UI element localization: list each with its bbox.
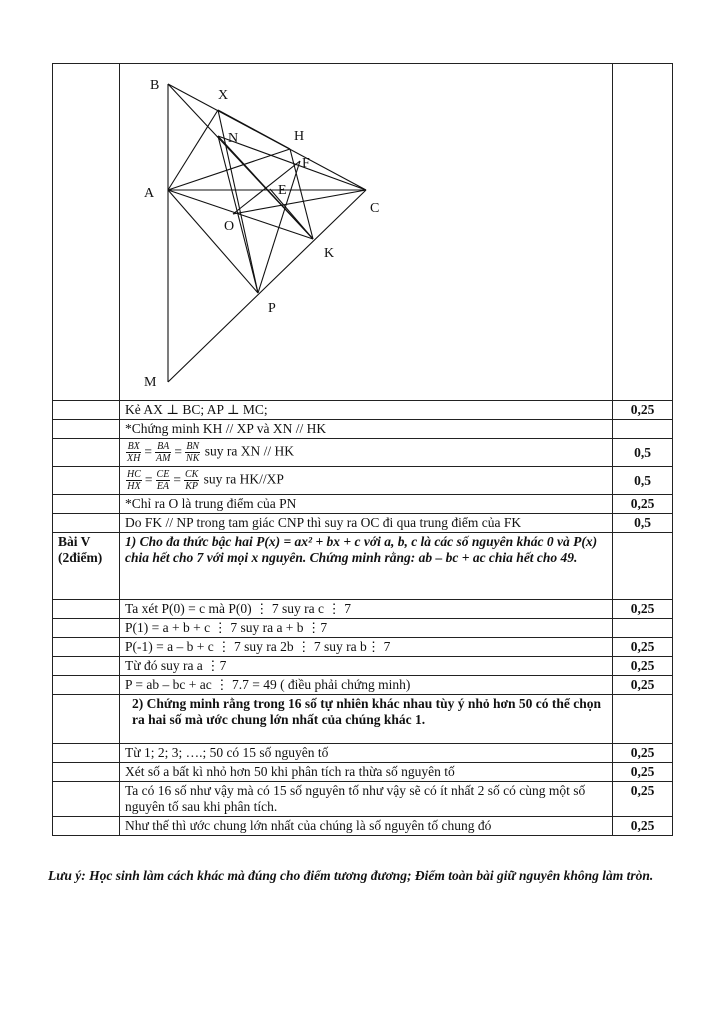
question-2: 2) Chứng minh rằng trong 16 số tự nhiên khác nhau tùy ý nhỏ hơn 50 có thể chọn ra hai số mà ước chung lớn nhất của chúng khác 1. [120, 695, 613, 744]
score-cell: 0,5 [613, 514, 673, 533]
score-cell: 0,25 [613, 676, 673, 695]
step-text: Như thế thì ước chung lớn nhất của chúng là số nguyên tố chung đó [120, 817, 613, 836]
score-cell: 0,25 [613, 638, 673, 657]
label-A: A [144, 186, 155, 201]
label-E: E [278, 183, 287, 198]
answer-table [52, 63, 673, 836]
table-row [53, 638, 673, 657]
score-cell: 0,25 [613, 657, 673, 676]
fraction: $\frac{CK}{KP}$ [184, 469, 199, 492]
table-row [53, 420, 673, 439]
score-cell: 0,25 [613, 401, 673, 420]
table-row [53, 439, 673, 467]
table-row [53, 744, 673, 763]
score-cell: 0,25 [613, 495, 673, 514]
label-O: O [224, 219, 235, 234]
score-cell: 0,5 [613, 439, 673, 467]
figure-row [53, 64, 673, 401]
section-label: Bài V (2điểm) [53, 533, 120, 600]
question-row [53, 533, 673, 600]
table-row [53, 676, 673, 695]
ratio-step: $\frac{HC}{HX}$ = $\frac{CE}{EA}$ = $\frac{CK}{KP}$ suy ra HK//XP [120, 467, 613, 495]
label-B: B [150, 78, 160, 93]
score-cell: 0,25 [613, 744, 673, 763]
fraction: $\frac{BA}{AM}$ [155, 441, 171, 464]
point-labels [144, 78, 379, 390]
label-K: K [324, 246, 335, 261]
fraction: $\frac{BX}{XH}$ [127, 441, 141, 464]
step-text: Ta xét P(0) = c mà P(0) ⋮ 7 suy ra c ⋮ 7 [120, 600, 613, 619]
score-cell: 0,25 [613, 600, 673, 619]
table-row [53, 514, 673, 533]
score-cell [613, 619, 673, 638]
score-cell: 0,25 [613, 763, 673, 782]
ratio-step: $\frac{BX}{XH}$ = $\frac{BA}{AM}$ = $\frac{BN}{NK}$ suy ra XN // HK [120, 439, 613, 467]
step-text: suy ra XN // HK [204, 443, 295, 459]
question-row [53, 695, 673, 744]
table-row [53, 600, 673, 619]
label-N: N [228, 131, 239, 146]
geometry-diagram [120, 64, 613, 400]
table-row [53, 817, 673, 836]
fraction: $\frac{HC}{HX}$ [127, 469, 141, 492]
step-text: *Chứng minh KH // XP và XN // HK [120, 420, 613, 439]
step-text: Từ đó suy ra a ⋮7 [120, 657, 613, 676]
footnote: Lưu ý: Học sinh làm cách khác mà đúng cho điểm tương đương; Điểm toàn bài giữ nguyên không làm tròn. [48, 868, 654, 883]
table-row [53, 619, 673, 638]
label-F: F [302, 156, 310, 171]
step-text: suy ra HK//XP [203, 471, 284, 487]
score-cell: 0,25 [613, 817, 673, 836]
fraction: $\frac{BN}{NK}$ [186, 441, 200, 464]
step-text: P(1) = a + b + c ⋮ 7 suy ra a + b ⋮7 [120, 619, 613, 638]
table-row [53, 401, 673, 420]
step-text: Xét số a bất kì nhỏ hơn 50 khi phân tích ra thừa số nguyên tố [120, 763, 613, 782]
table-row [53, 763, 673, 782]
label-H: H [294, 129, 305, 144]
step-text: Kẻ AX ⊥ BC; AP ⊥ MC; [120, 401, 613, 420]
table-row [53, 657, 673, 676]
label-M: M [144, 375, 157, 390]
geometry-figure [120, 64, 613, 401]
step-text: *Chỉ ra O là trung điểm của PN [120, 495, 613, 514]
table-row [53, 467, 673, 495]
question-1: 1) Cho đa thức bậc hai P(x) = ax² + bx + c với a, b, c là các số nguyên khác 0 và P(x) chia hết cho 7 với mọi x nguyên. Chứng minh rằng: ab – bc + ac chia hết cho 49. [120, 533, 613, 600]
score-cell: 0,25 [613, 782, 673, 817]
step-text: P = ab – bc + ac ⋮ 7.7 = 49 ( điều phải chứng minh) [120, 676, 613, 695]
step-text: Từ 1; 2; 3; ….; 50 có 15 số nguyên tố [120, 744, 613, 763]
step-text: Ta có 16 số như vậy mà có 15 số nguyên tố như vậy sẽ có ít nhất 2 số có cùng một số nguyên tố sau khi phân tích. [120, 782, 613, 817]
score-cell [613, 420, 673, 439]
label-P: P [268, 301, 276, 316]
label-C: C [370, 201, 380, 216]
fraction: $\frac{CE}{EA}$ [156, 469, 170, 492]
score-cell: 0,5 [613, 467, 673, 495]
table-row [53, 495, 673, 514]
table-row [53, 782, 673, 817]
step-text: Do FK // NP trong tam giác CNP thì suy ra OC đi qua trung điểm của FK [120, 514, 613, 533]
label-X: X [218, 88, 229, 103]
step-text: P(-1) = a – b + c ⋮ 7 suy ra 2b ⋮ 7 suy ra b⋮ 7 [120, 638, 613, 657]
